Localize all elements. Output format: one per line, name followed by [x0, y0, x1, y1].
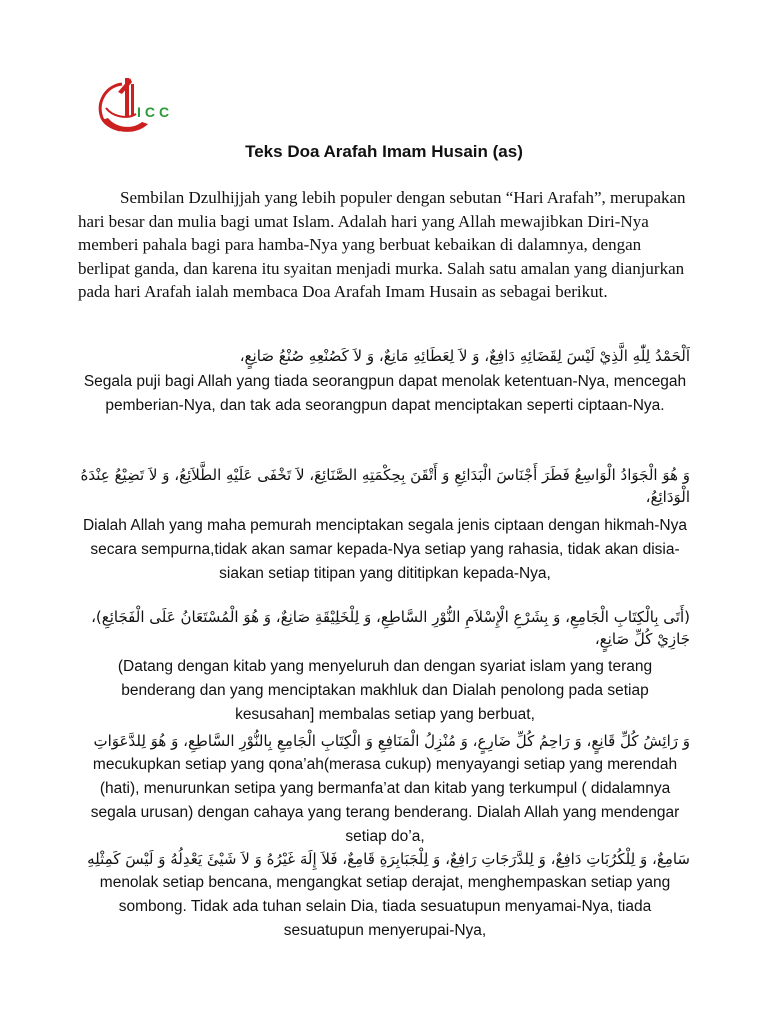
intro-paragraph: Sembilan Dzulhijjah yang lebih populer dengan sebutan “Hari Arafah”, merupakan hari besar dan mulia bagi umat Islam. Adalah hari yang Allah mewajibkan Diri-Nya memberi pahala bagi para hamba-Nya yang berbuat kebaikan di dalamnya, dengan berlipat ganda, dan karena itu syaitan menjadi murka. Salah satu amalan yang dianjurkan pada hari Arafah ialah membaca Doa Arafah Imam Husain as sebagai berikut.	[78, 188, 686, 301]
arabic-verse-5: سَامِعٌ، وَ لِلْكُرُبَاتِ دَافِعٌ، وَ لِلدَّرَجَاتِ رَافِعٌ، وَ لِلْجَبَابِرَةِ قَامِعٌ، فَلاَ إِلَهَ غَيْرُهُ وَ لاَ شَيْئَ يَعْدِلُهُ وَ لَيْسَ كَمِثْلِهِ	[87, 850, 690, 868]
translation-1: Segala puji bagi Allah yang tiada seorangpun dapat menolak ketentuan-Nya, mencegah pemberian-Nya, dan tak ada seorangpun dapat menciptakan seperti ciptaan-Nya.	[83, 373, 687, 414]
arabic-verse-1: اَلْحَمْدُ لِلّٰهِ الَّذِيْ لَيْسَ لِقَضَائِهِ دَافِعٌ، وَ لاَ لِعَطَائِهِ مَانِعٌ، وَ لاَ كَصُنْعِهِ صُنْعُ صَانِعٍ،	[239, 347, 690, 365]
translation-5: menolak setiap bencana, mengangkat setiap derajat, menghempaskan setiap yang sombong. Tidak ada tuhan selain Dia, tiada sesuatupun menyamai-Nya, tiada sesuatupun menyerupai-Nya,	[99, 874, 671, 939]
translation-2: Dialah Allah yang maha pemurah menciptakan segala jenis ciptaan dengan hikmah-Nya secara sempurna,tidak akan samar kepada-Nya setiap yang rahasia, tidak akan disia-siakan setiap titipan yang dititipkan kepada-Nya,	[82, 517, 687, 582]
arabic-verse-4: وَ رَائِشُ كُلِّ قَانِعٍ، وَ رَاحِمُ كُلِّ ضَارِعٍ، وَ مُنْزِلُ الْمَنَافِعِ وَ الْكِتَابِ الْجَامِعِ بِالنُّوْرِ السَّاطِعِ، وَ هُوَ لِلدَّعَوَاتِ	[93, 732, 690, 750]
page-title: Teks Doa Arafah Imam Husain (as)	[245, 142, 523, 161]
logo-text: ICC	[137, 104, 174, 120]
arabic-verse-2: وَ هُوَ الْجَوَادُ الْوَاسِعُ فَطَرَ أَجْنَاسَ الْبَدَائِعِ وَ أَتْقَنَ بِحِكْمَتِهِ الصَّنَائِعَ، لاَ تَخْفَى عَلَيْهِ الطَّلاَئِعُ، وَ لاَ تَضِيْعُ عِنْدَهُ الْوَدَائِعُ،	[80, 466, 690, 506]
translation-4: mecukupkan setiap yang qona’ah(merasa cukup) menyayangi setiap yang merendah (hati), menurunkan setipa yang bermanfa’at dan kitab yang terkumpul ( didalamnya segala urusan) dengan cahaya yang terang benderang. Dialah Allah yang mendengar setiap do’a,	[90, 756, 680, 845]
translation-3: (Datang dengan kitab yang menyeluruh dan dengan syariat islam yang terang benderang dan yang menciptakan makhluk dan Dialah penolong pada setiap kesusahan] membalas setiap yang berbuat,	[117, 658, 653, 723]
arabic-verse-3: (أَتَى بِالْكِتَابِ الْجَامِعِ، وَ بِشَرْعِ الْإِسْلاَمِ النُّوْرِ السَّاطِعِ، وَ لِلْخَلِيْقَةِ صَانِعٌ، وَ هُوَ الْمُسْتَعَانُ عَلَى الْفَجَائِعِ)، جَازِيْ كُلِّ صَانِعٍ،	[91, 608, 690, 648]
